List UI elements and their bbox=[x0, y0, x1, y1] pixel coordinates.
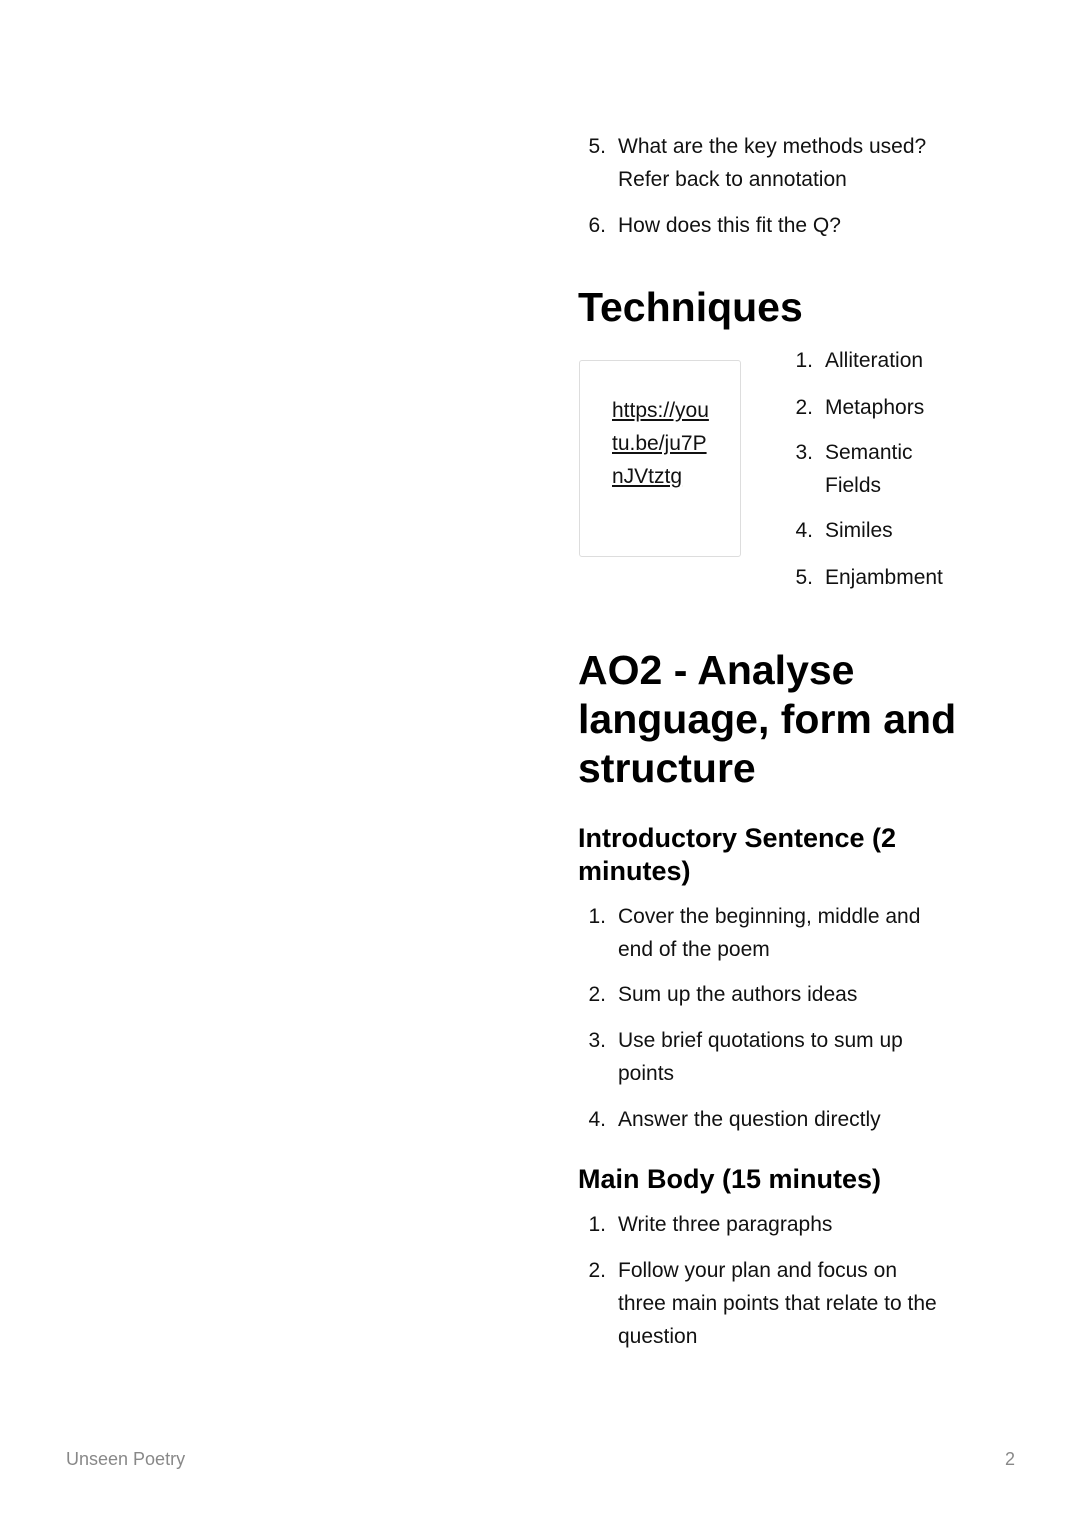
list-text: Sum up the authors ideas bbox=[618, 983, 858, 1006]
list-text: Write three paragraphs bbox=[618, 1213, 833, 1236]
list-number: 5. bbox=[588, 135, 606, 158]
line: Refer back to annotation bbox=[618, 168, 847, 191]
techniques-heading: Techniques bbox=[578, 284, 803, 330]
list-text: Enjambment bbox=[825, 566, 943, 589]
line: language, form and bbox=[578, 696, 957, 742]
list-number: 4. bbox=[588, 1108, 606, 1131]
list-number: 3. bbox=[588, 1029, 606, 1052]
footer-title: Unseen Poetry bbox=[66, 1449, 186, 1469]
list-number: 3. bbox=[795, 441, 813, 464]
list-text bbox=[618, 1254, 937, 1353]
line: points bbox=[618, 1062, 675, 1085]
list-text: Metaphors bbox=[825, 396, 925, 419]
list-number: 6. bbox=[588, 214, 606, 237]
line: Fields bbox=[825, 474, 882, 497]
list-number: 2. bbox=[588, 1259, 606, 1282]
list-text bbox=[618, 130, 926, 196]
youtube-link[interactable]: https://youtu.be/ju7PnJVtztg bbox=[612, 399, 709, 488]
line: end of the poem bbox=[618, 938, 770, 961]
line: Introductory Sentence (2 bbox=[578, 823, 897, 853]
list-text: Alliteration bbox=[825, 349, 924, 372]
page-number: 2 bbox=[1004, 1449, 1015, 1469]
list-text: Similes bbox=[825, 519, 893, 542]
list-number: 1. bbox=[588, 905, 606, 928]
list-text: Answer the question directly bbox=[618, 1108, 881, 1131]
main-body-heading: Main Body (15 minutes) bbox=[578, 1164, 882, 1194]
line: three main points that relate to the bbox=[618, 1292, 937, 1315]
list-text: How does this fit the Q? bbox=[618, 214, 841, 237]
line: AO2 - Analyse bbox=[578, 647, 855, 693]
list-number: 1. bbox=[795, 349, 813, 372]
line: Use brief quotations to sum up bbox=[618, 1029, 903, 1052]
list-text bbox=[618, 900, 920, 966]
line: Cover the beginning, middle and bbox=[618, 905, 921, 928]
list-number: 5. bbox=[795, 566, 813, 589]
line: minutes) bbox=[578, 856, 691, 886]
ao2-heading bbox=[578, 646, 956, 793]
list-number: 2. bbox=[588, 983, 606, 1006]
list-number: 4. bbox=[795, 519, 813, 542]
line: question bbox=[618, 1325, 698, 1348]
list-text bbox=[825, 436, 913, 502]
intro-heading bbox=[578, 822, 896, 888]
line: Follow your plan and focus on bbox=[618, 1259, 897, 1282]
link-embed-box bbox=[579, 360, 741, 557]
list-number: 1. bbox=[588, 1213, 606, 1236]
line: What are the key methods used? bbox=[618, 135, 927, 158]
line: structure bbox=[578, 745, 756, 791]
list-number: 2. bbox=[795, 396, 813, 419]
line: Semantic bbox=[825, 441, 913, 464]
list-text bbox=[618, 1024, 903, 1090]
